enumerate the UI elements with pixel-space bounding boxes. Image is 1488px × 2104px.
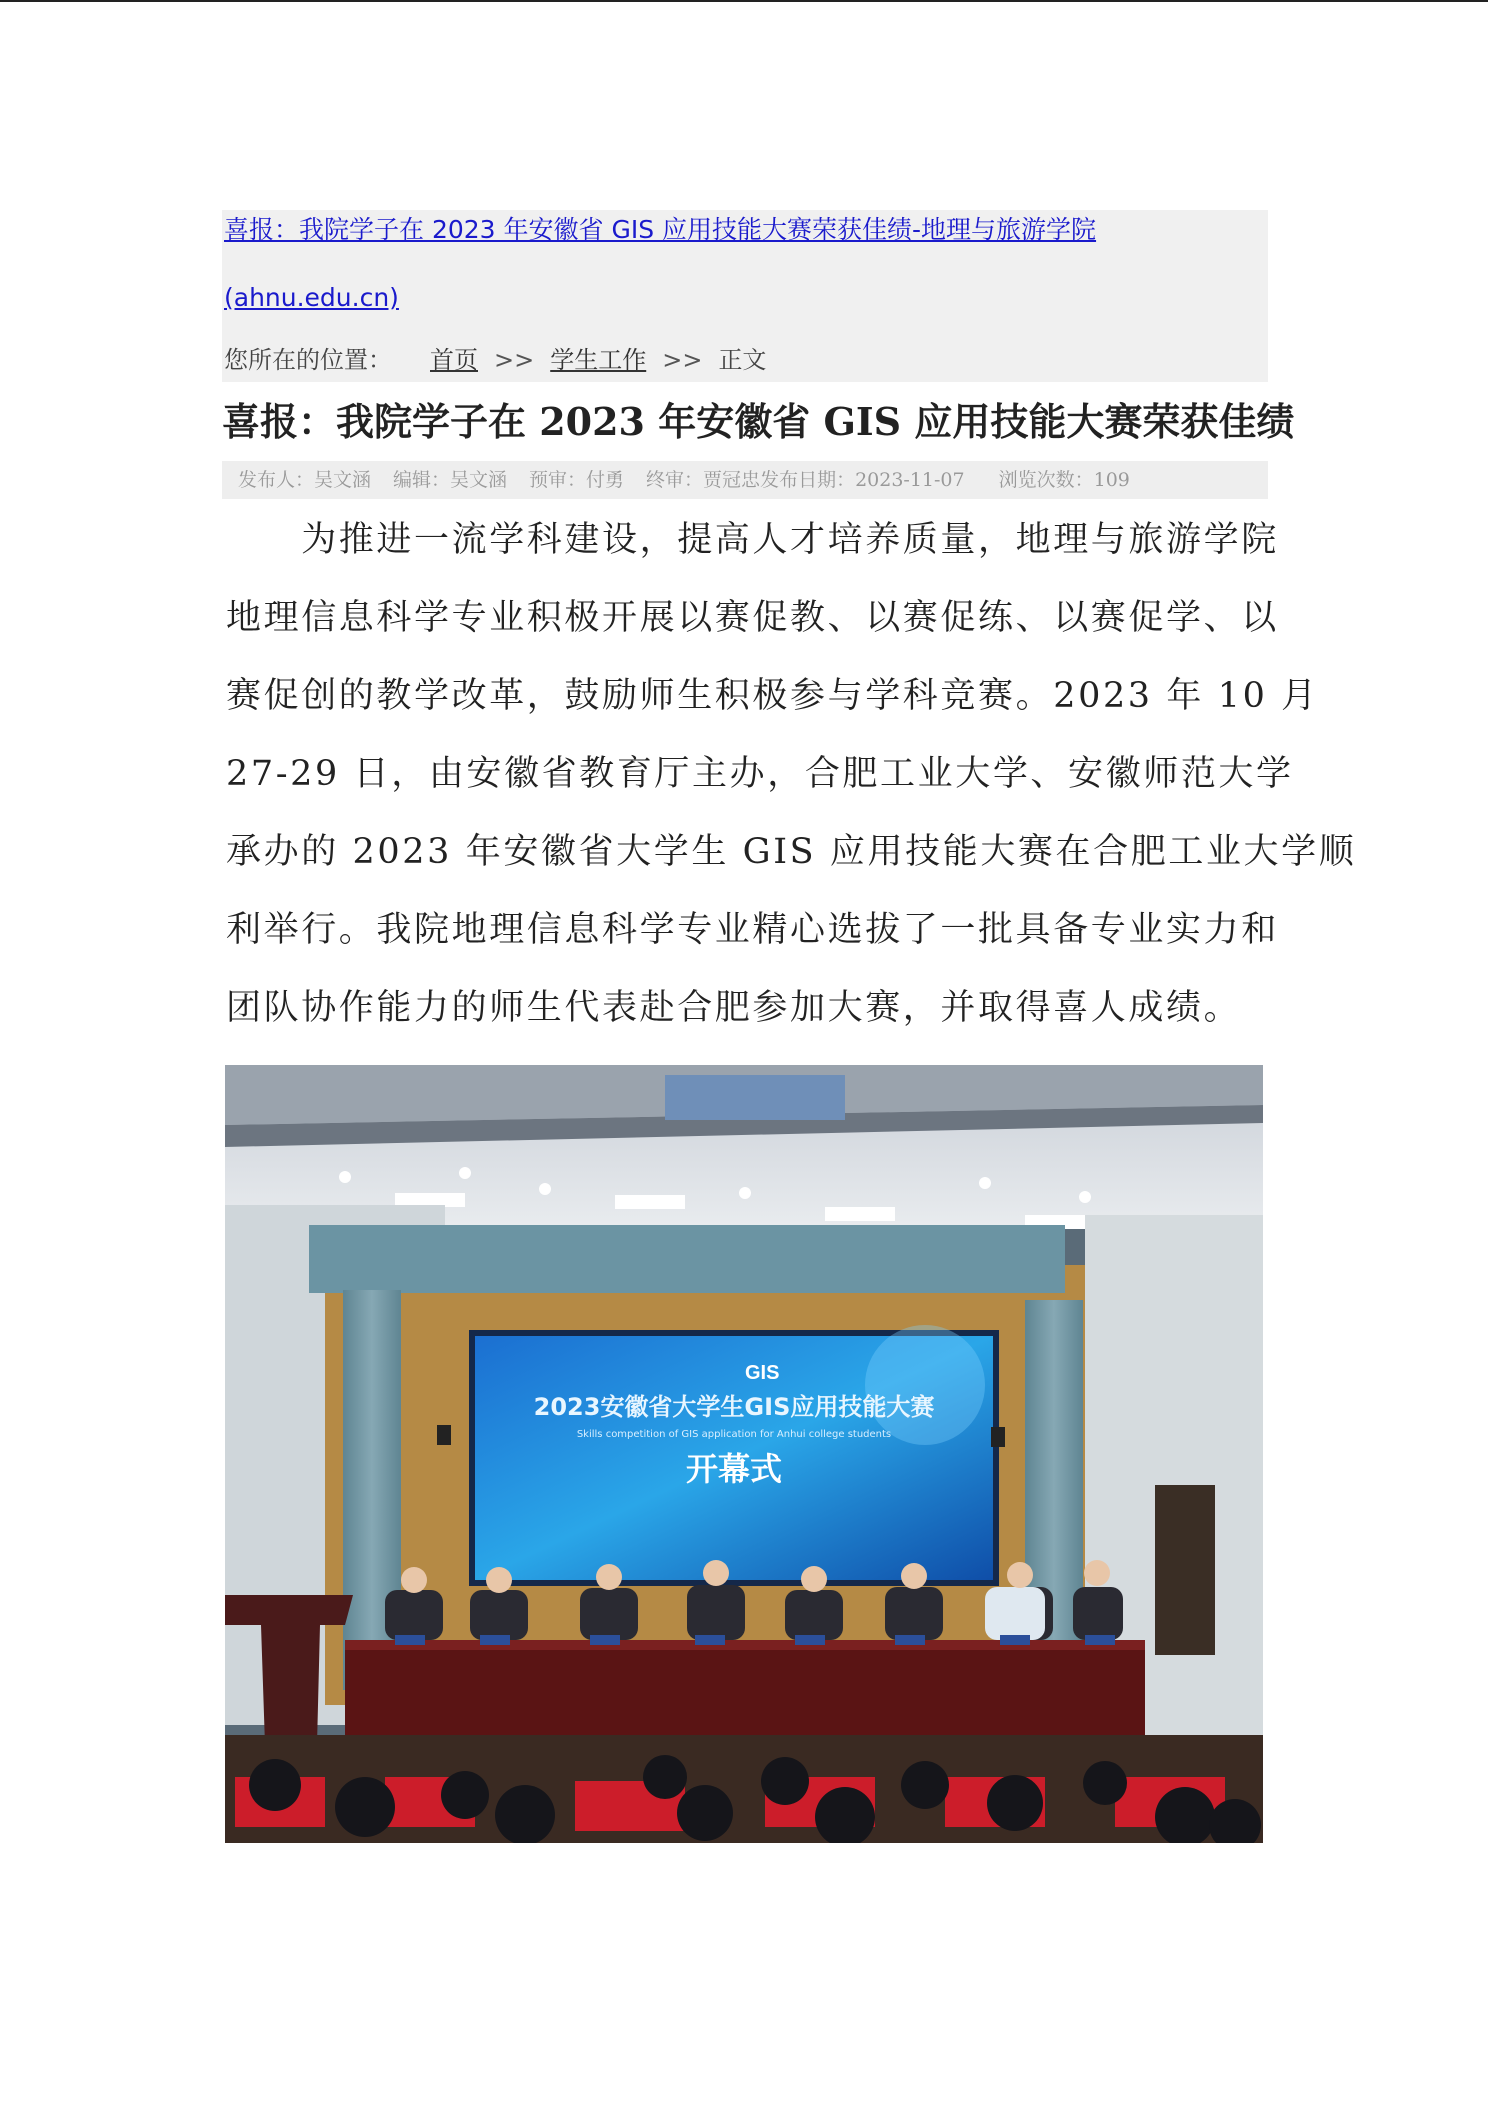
screen-title: 2023安徽省大学生GIS应用技能大赛	[533, 1393, 935, 1421]
source-link-title[interactable]: 喜报：我院学子在 2023 年安徽省 GIS 应用技能大赛荣获佳绩-地理与旅游学院	[224, 215, 1097, 244]
body-line: 承办的 2023 年安徽省大学生 GIS 应用技能大赛在合肥工业大学顺	[226, 832, 1357, 872]
screen-heading: 开幕式	[685, 1450, 783, 1488]
meta-editor: 编辑：吴文涵	[393, 469, 508, 491]
breadcrumb	[224, 342, 766, 382]
source-link-block	[222, 210, 1268, 382]
source-link-domain[interactable]: (ahnu.edu.cn)	[224, 283, 399, 312]
article-title: 喜报：我院学子在 2023 年安徽省 GIS 应用技能大赛荣获佳绩	[222, 399, 1295, 444]
screen-logo: GIS	[745, 1362, 780, 1384]
screen-globe	[865, 1325, 985, 1445]
screen-subtitle: Skills competition of GIS application for Anhui college students	[576, 1429, 892, 1440]
meta-final-review: 终审：贾冠忠	[646, 469, 761, 491]
meta-publisher: 发布人：吴文涵	[238, 469, 372, 491]
body-line: 赛促创的教学改革，鼓励师生积极参与学科竞赛。2023 年 10 月	[226, 676, 1319, 716]
article-body	[226, 501, 1357, 1047]
breadcrumb-home-link[interactable]: 首页	[430, 346, 478, 374]
side-door	[1155, 1485, 1215, 1655]
body-line: 利举行。我院地理信息科学专业精心选拔了一批具备专业实力和	[226, 910, 1279, 950]
speaker	[991, 1427, 1005, 1447]
breadcrumb-current: 正文	[718, 346, 767, 374]
meta-pre-review: 预审：付勇	[529, 469, 625, 491]
breadcrumb-separator: >>	[662, 346, 703, 374]
curtain-valance	[309, 1225, 1065, 1293]
body-line: 团队协作能力的师生代表赴合肥参加大赛，并取得喜人成绩。	[226, 988, 1242, 1028]
speaker	[437, 1425, 451, 1445]
body-line: 地理信息科学专业积极开展以赛促教、以赛促练、以赛促学、以	[226, 598, 1279, 638]
meta-views: 浏览次数：109	[998, 469, 1130, 491]
breadcrumb-label: 您所在的位置：	[224, 346, 392, 374]
article-meta	[222, 461, 1268, 499]
head-table	[345, 1640, 1145, 1735]
top-border	[0, 0, 1488, 2]
ceremony-photo	[225, 1065, 1263, 1843]
meta-date: 发布日期：2023-11-07	[760, 469, 965, 491]
body-line: 为推进一流学科建设，提高人才培养质量，地理与旅游学院	[226, 520, 1279, 560]
breadcrumb-separator: >>	[494, 346, 535, 374]
breadcrumb-section-link[interactable]: 学生工作	[550, 346, 647, 374]
body-line: 27-29 日，由安徽省教育厅主办，合肥工业大学、安徽师范大学	[226, 754, 1294, 794]
ceiling-recess	[665, 1075, 845, 1120]
